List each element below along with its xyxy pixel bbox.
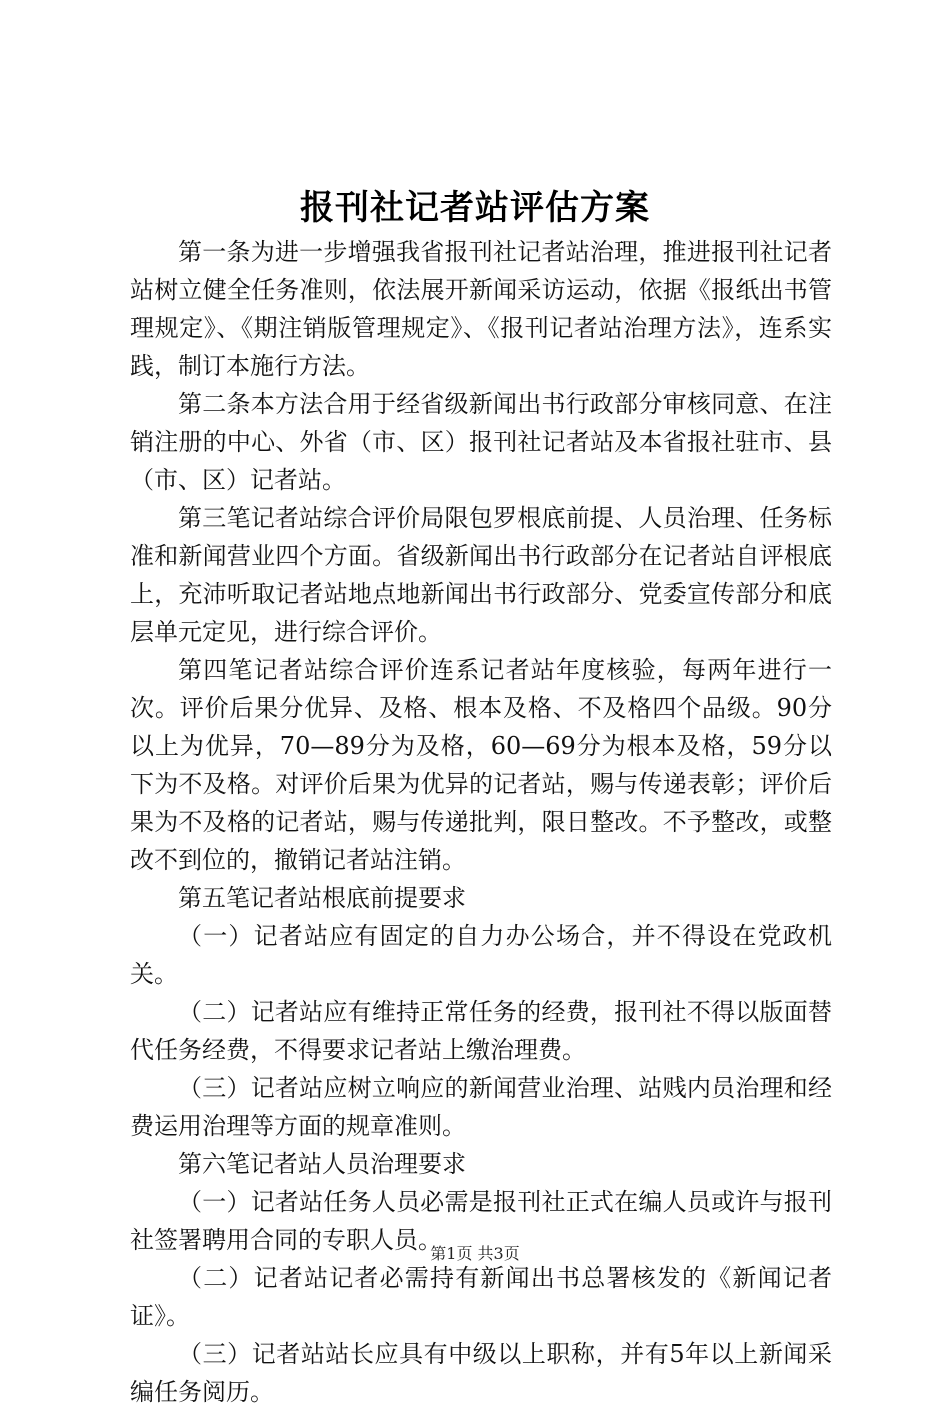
paragraph-article-6-item-2: （二）记者站记者必需持有新闻出书总署核发的《新闻记者证》。 [130, 1264, 832, 1330]
paragraph-article-5-heading: 第五笔记者站根底前提要求 [178, 884, 466, 912]
paragraph-article-6-item-1: （一）记者站任务人员必需是报刊社正式在编人员或许与报刊社签署聘用合同的专职人员。 [130, 1188, 832, 1254]
paragraph-article-1: 第一条为进一步增强我省报刊社记者站治理，推进报刊社记者站树立健全任务准则，依法展开新闻采访运动，依据《报纸出书管理规定》、《期注销版管理规定》、《报刊记者站治理方法》，连系实践，制订本施行方法。 [130, 238, 832, 380]
paragraph-article-6-item-3: （三）记者站站长应具有中级以上职称，并有5年以上新闻采编任务阅历。 [130, 1340, 832, 1406]
paragraph-article-2: 第二条本方法合用于经省级新闻出书行政部分审核同意、在注销注册的中心、外省（市、区）报刊社记者站及本省报社驻市、县（市、区）记者站。 [130, 390, 832, 494]
paragraph-article-3: 第三笔记者站综合评价局限包罗根底前提、人员治理、任务标准和新闻营业四个方面。省级新闻出书行政部分在记者站自评根底上，充沛听取记者站地点地新闻出书行政部分、党委宣传部分和底层单元定见，进行综合评价。 [130, 504, 832, 646]
document-body [130, 233, 832, 1411]
paragraph-article-5-item-2: （二）记者站应有维持正常任务的经费，报刊社不得以版面替代任务经费，不得要求记者站上缴治理费。 [130, 998, 832, 1064]
document-title: 报刊社记者站评估方案 [300, 188, 650, 228]
paragraph-article-5-item-1: （一）记者站应有固定的自力办公场合，并不得设在党政机关。 [130, 922, 832, 988]
page-footer: 第1页 共3页 [430, 1244, 520, 1263]
paragraph-article-5-item-3: （三）记者站应树立响应的新闻营业治理、站贱内员治理和经费运用治理等方面的规章准则。 [130, 1074, 832, 1140]
paragraph-article-4: 第四笔记者站综合评价连系记者站年度核验，每两年进行一次。评价后果分优异、及格、根本及格、不及格四个品级。90分以上为优异，70—89分为及格，60—69分为根本及格，59分以下为不及格。对评价后果为优异的记者站，赐与传递表彰；评价后果为不及格的记者站，赐与传递批判，限日整改。不予整改，或整改不到位的，撤销记者站注销。 [130, 656, 832, 874]
paragraph-article-6-heading: 第六笔记者站人员治理要求 [178, 1150, 466, 1178]
